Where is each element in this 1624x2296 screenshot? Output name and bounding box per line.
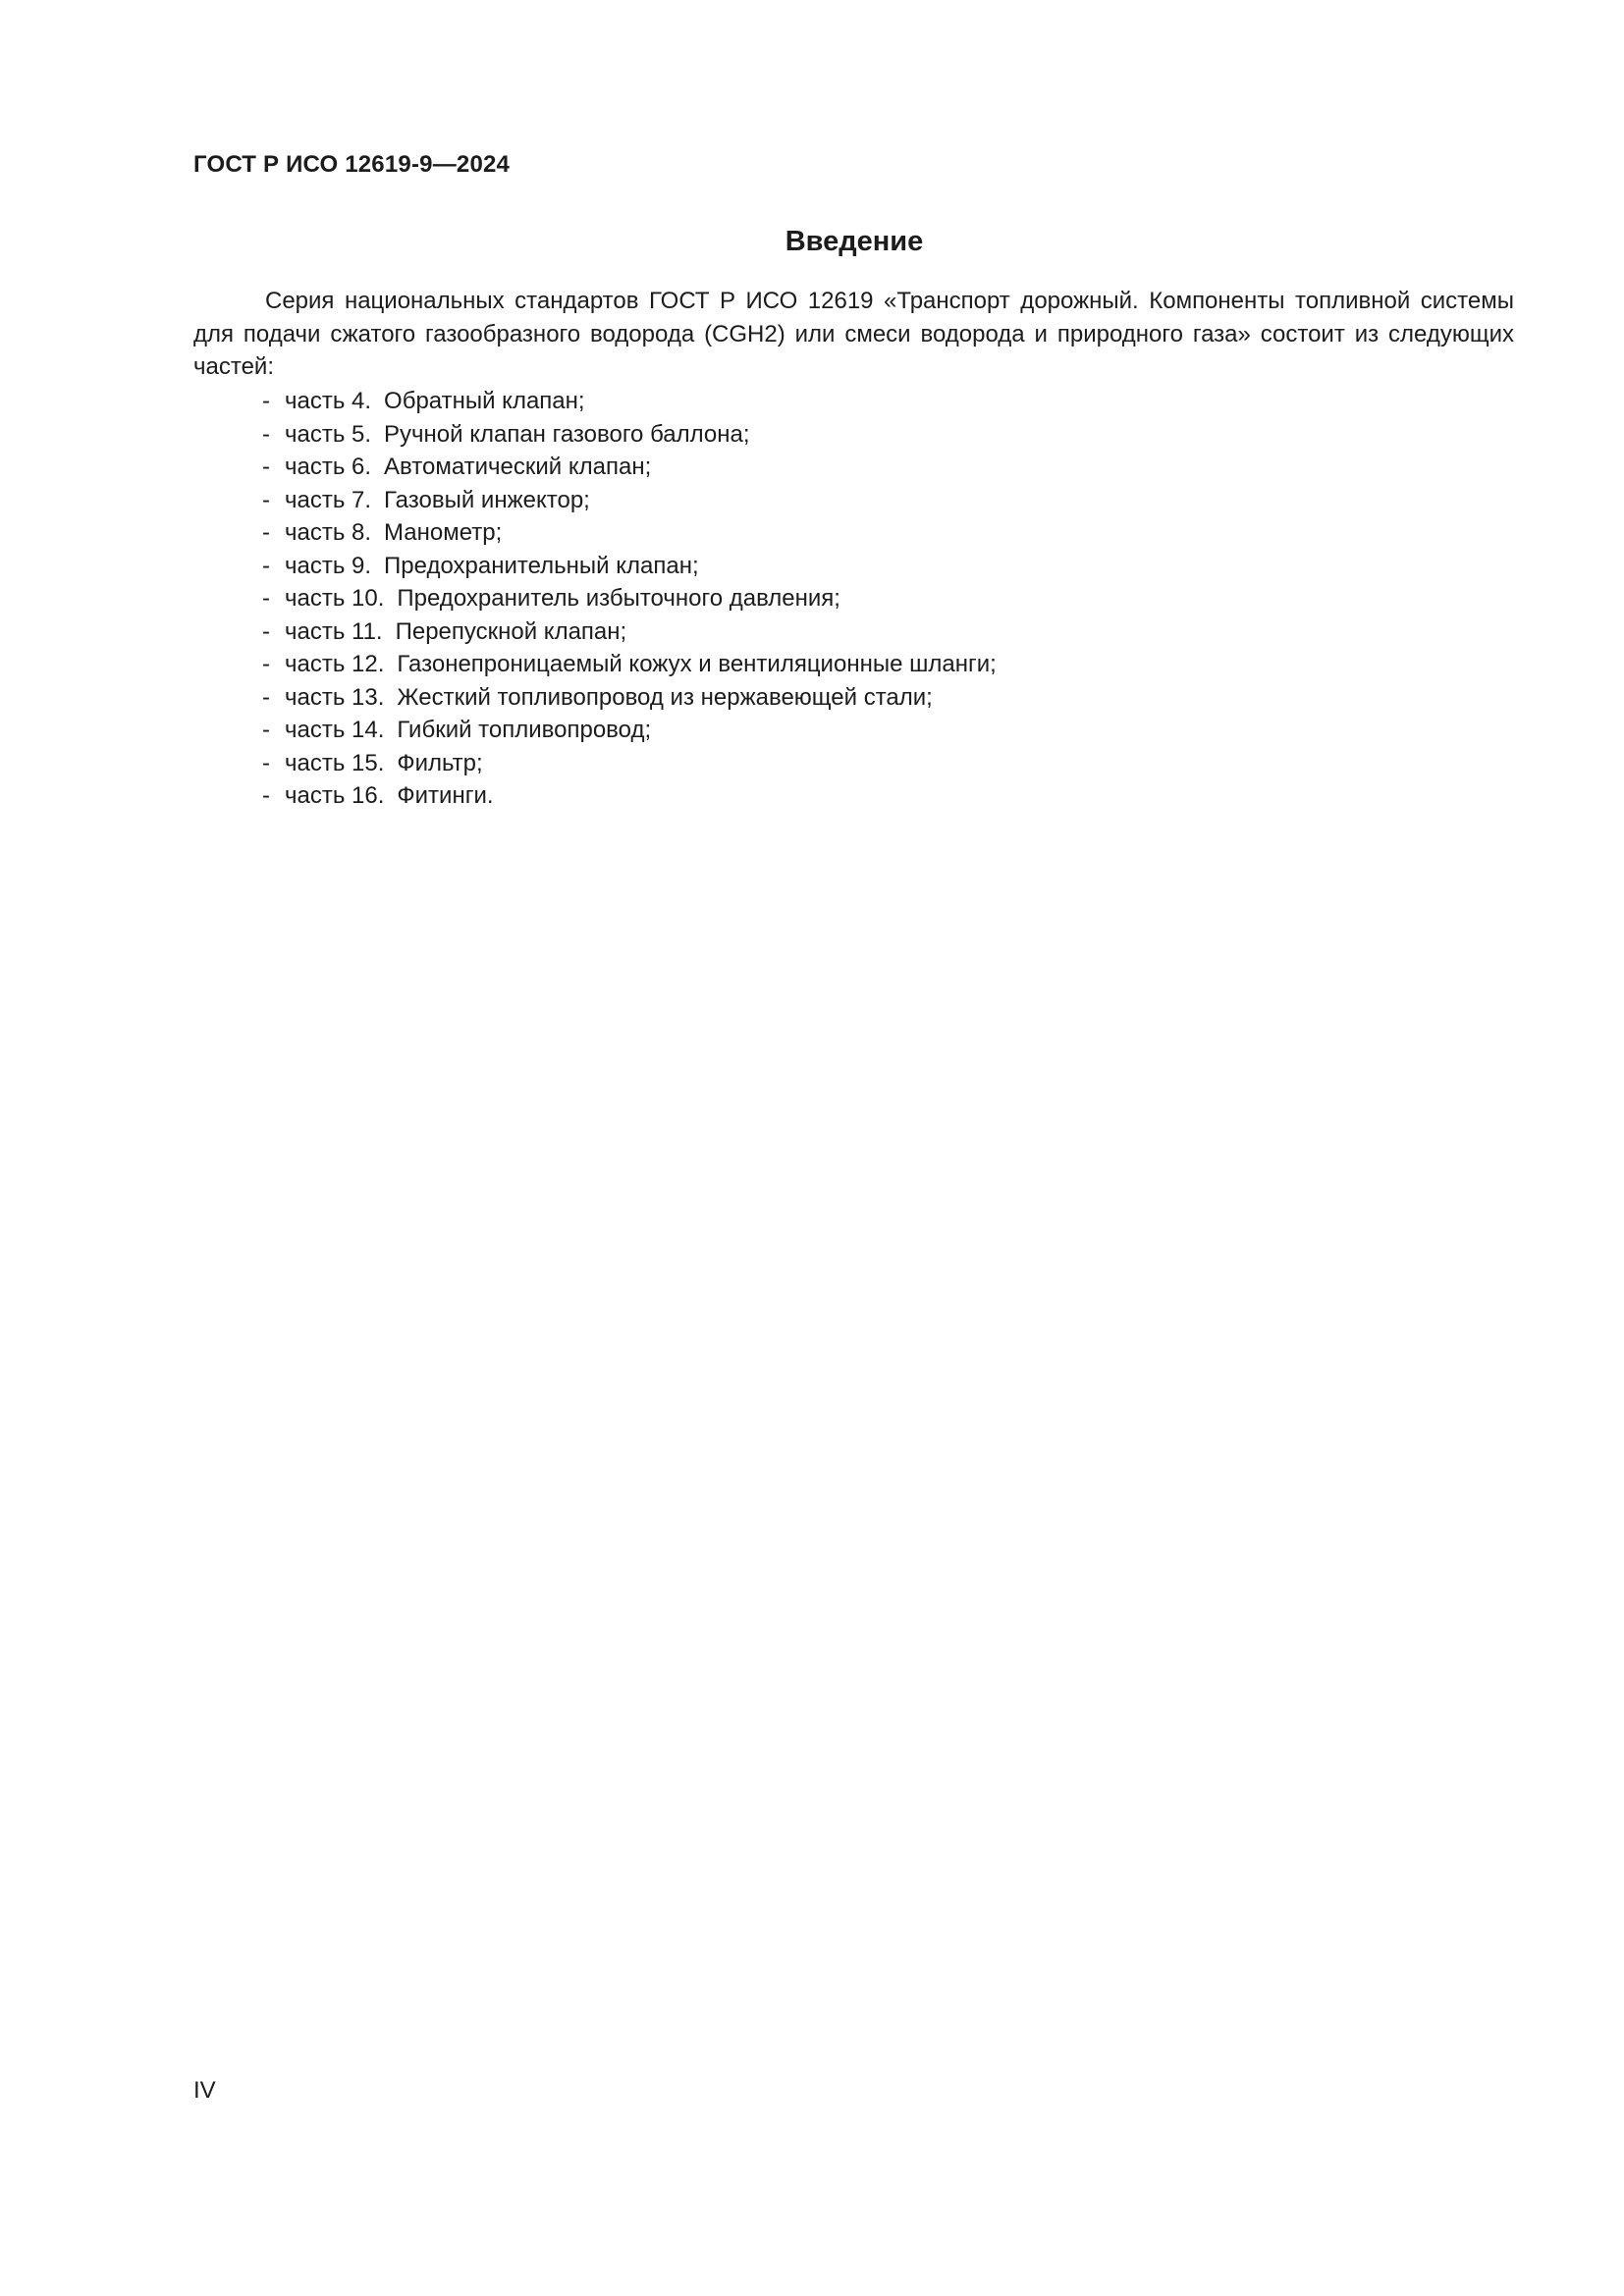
list-item	[262, 681, 997, 715]
list-dash: -	[262, 420, 270, 448]
intro-paragraph: Серия национальных стандартов ГОСТ Р ИСО 12619 «Транспорт дорожный. Компоненты топливной системы для подачи сжатого газообразного водорода (CGH2) или смеси водорода и природного газа» состоит из следующих частей:	[193, 288, 1514, 380]
part-number: часть 11.	[285, 617, 383, 645]
part-number: часть 8.	[285, 519, 372, 546]
part-number: часть 15.	[285, 749, 385, 776]
part-number: часть 6.	[285, 454, 372, 480]
part-title: Ручной клапан газового баллона;	[384, 420, 750, 448]
list-dash: -	[262, 519, 270, 546]
part-number: часть 12.	[285, 651, 385, 677]
list-item	[262, 615, 997, 649]
part-number: часть 14.	[285, 717, 385, 743]
list-item	[262, 516, 997, 550]
part-number: часть 7.	[285, 486, 372, 513]
list-dash: -	[262, 651, 270, 677]
part-title: Обратный клапан;	[384, 388, 585, 414]
part-number: часть 10.	[285, 585, 385, 612]
list-dash: -	[262, 388, 270, 414]
list-item	[262, 714, 997, 747]
part-number: часть 16.	[285, 782, 385, 809]
part-title: Жесткий топливопровод из нержавеющей стали;	[397, 683, 933, 711]
list-dash: -	[262, 552, 270, 579]
list-dash: -	[262, 617, 270, 645]
list-dash: -	[262, 782, 270, 809]
parts-list	[262, 385, 997, 813]
part-title: Манометр;	[384, 519, 503, 546]
part-title: Фильтр;	[397, 749, 483, 776]
section-title: Введение	[785, 226, 924, 257]
document-designation: ГОСТ Р ИСО 12619-9—2024	[193, 151, 511, 178]
list-dash: -	[262, 486, 270, 513]
part-title: Газовый инжектор;	[384, 486, 590, 513]
list-item	[262, 747, 997, 780]
list-dash: -	[262, 717, 270, 743]
part-title: Газонепроницаемый кожух и вентиляционные шланги;	[397, 651, 997, 677]
part-number: часть 4.	[285, 388, 372, 414]
part-title: Предохранительный клапан;	[384, 552, 699, 579]
page-number: IV	[193, 2077, 216, 2104]
part-title: Предохранитель избыточного давления;	[397, 585, 840, 612]
list-dash: -	[262, 749, 270, 776]
part-title: Перепускной клапан;	[395, 617, 627, 645]
list-item	[262, 582, 997, 615]
list-item	[262, 451, 997, 484]
list-item	[262, 648, 997, 681]
list-item	[262, 418, 997, 452]
list-dash: -	[262, 454, 270, 480]
part-title: Гибкий топливопровод;	[397, 717, 652, 743]
part-title: Автоматический клапан;	[384, 454, 652, 480]
list-dash: -	[262, 683, 270, 711]
part-number: часть 9.	[285, 552, 372, 579]
part-number: часть 13.	[285, 683, 385, 711]
part-number: часть 5.	[285, 420, 372, 448]
list-dash: -	[262, 585, 270, 612]
list-item	[262, 779, 997, 813]
part-title: Фитинги.	[397, 782, 494, 809]
list-item	[262, 385, 997, 418]
list-item	[262, 550, 997, 583]
list-item	[262, 484, 997, 517]
